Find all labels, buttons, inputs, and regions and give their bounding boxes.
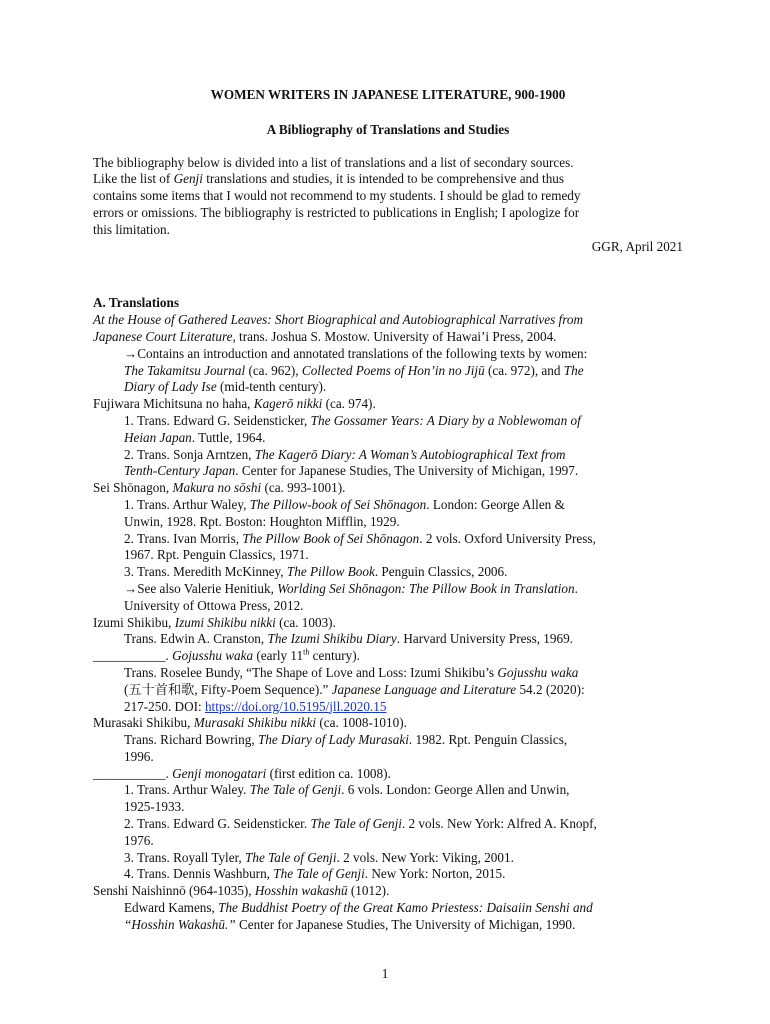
bib-entry: At the House of Gathered Leaves: Short Biographical and Autobiographical Narratives from Japanese Court Literature, trans. Joshua S. Mostow. University of Hawai’i Press, 2004. →Contains an introduction and annotated translations of the following texts by women: The Takamitsu Journal (ca. 962), Collected Poems of Hon’in no Jijū (ca. 972), and The Diary of Lady Ise (mid-tenth century). — [93, 312, 588, 395]
document-title: WOMEN WRITERS IN JAPANESE LITERATURE, 900-1900 — [210, 87, 566, 102]
signature: GGR, April 2021 — [591, 238, 683, 254]
document-page — [93, 87, 683, 934]
bib-entry: Murasaki Shikibu, Murasaki Shikibu nikki (ca. 1008-1010). Trans. Richard Bowring, The Diary of Lady Murasaki. 1982. Rpt. Penguin Classics, 1996. ___________. Genji monogatari (first edition ca. 1008). 1. Trans. Arthur Waley. The Tale of Genji. 6 vols. London: George Allen and Unwin, 1925-1933. 2. Trans. Edward G. Seidensticker. The Tale of Genji. 2 vols. New York: Alfred A. Knopf, 1976. 3. Trans. Royall Tyler, The Tale of Genji. 2 vols. New York: Viking, 2001. 4. Trans. Dennis Washburn, The Tale of Genji. New York: Norton, 2015. — [93, 715, 597, 882]
intro-paragraph: The bibliography below is divided into a list of translations and a list of secondary sources. Like the list of Genji translations and studies, it is intended to be comprehensive and thus contains some items that I would not recommend to my students. I should be glad to remedy errors or omissions. The bibliography is restricted to publications in English; I apologize for this limitation. GGR, April 2021 — [93, 154, 683, 254]
section-heading-translations: A. Translations — [93, 295, 179, 311]
bib-entry: Senshi Naishinnō (964-1035), Hosshin wakashū (1012). Edward Kamens, The Buddhist Poetry of the Great Kamo Priestess: Daisaiin Senshi and “Hosshin Wakashū.” Center for Japanese Studies, The University of Michigan, 1990. — [93, 883, 593, 932]
bib-entry: Sei Shōnagon, Makura no sōshi (ca. 993-1001). 1. Trans. Arthur Waley, The Pillow-book of Sei Shōnagon. London: George Allen & Unwin, 1928. Rpt. Boston: Houghton Mifflin, 1929. 2. Trans. Ivan Morris, The Pillow Book of Sei Shōnagon. 2 vols. Oxford University Press, 1967. Rpt. Penguin Classics, 1971. 3. Trans. Meredith McKinney, The Pillow Book. Penguin Classics, 2006. →See also Valerie Henitiuk, Worlding Sei Shōnagon: The Pillow Book in Translation. University of Ottowa Press, 2012. — [93, 480, 596, 613]
doi-link[interactable]: https://doi.org/10.5195/jll.2020.15 — [204, 698, 387, 714]
bib-entry: Izumi Shikibu, Izumi Shikibu nikki (ca. 1003). Trans. Edwin A. Cranston, The Izumi Shikibu Diary. Harvard University Press, 1969. ___________. Gojusshu waka (early 11th century). Trans. Roselee Bundy, “The Shape of Love and Loss: Izumi Shikibu’s Gojusshu waka (五十首和歌, Fifty-Poem Sequence).” Japanese Language and Literature 54.2 (2020): 217-250. DOI: https://doi.org/10.5195/jll.2020.15 — [93, 614, 585, 714]
bib-entry: Fujiwara Michitsuna no haha, Kagerō nikki (ca. 974). 1. Trans. Edward G. Seidensticker, The Gossamer Years: A Diary by a Noblewoman of Heian Japan. Tuttle, 1964. 2. Trans. Sonja Arntzen, The Kagerō Diary: A Woman’s Autobiographical Text from Tenth-Century Japan. Center for Japanese Studies, The University of Michigan, 1997. — [93, 396, 581, 479]
page-number: 1 — [381, 966, 389, 981]
document-subtitle: A Bibliography of Translations and Studies — [266, 121, 510, 137]
